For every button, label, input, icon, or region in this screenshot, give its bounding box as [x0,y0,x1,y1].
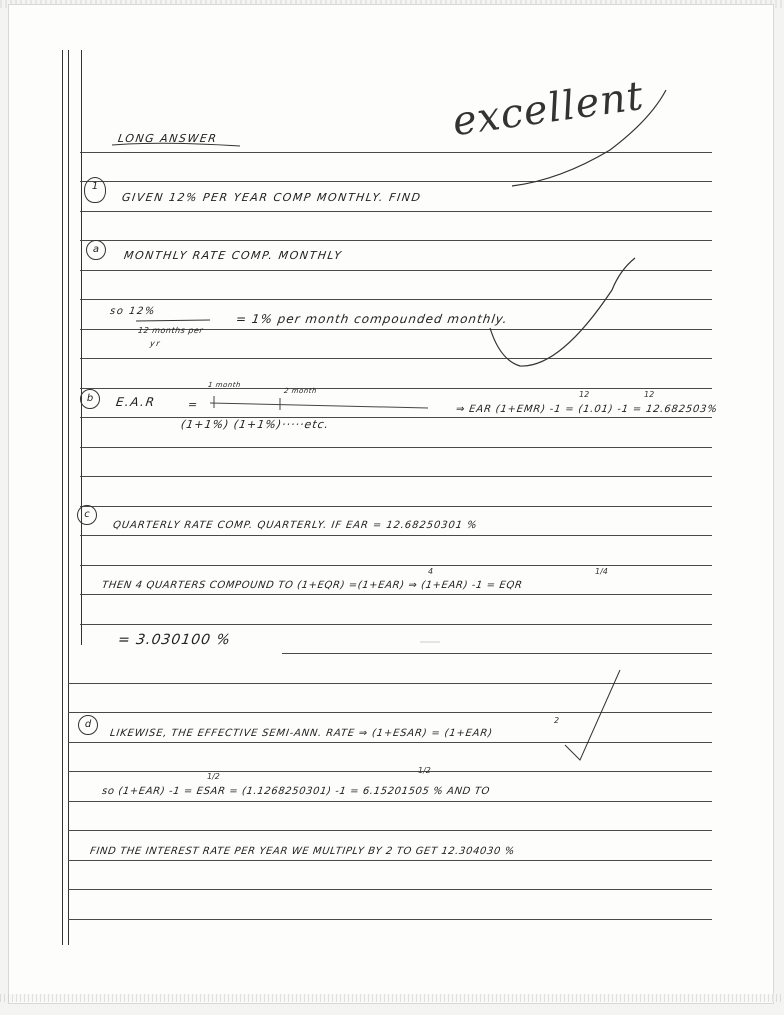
part-a-result: = 1% per month compounded monthly. [235,312,509,326]
timeline-arrow [210,403,428,408]
part-d-exp-half2: 1/2 [418,766,431,775]
fraction-bar [136,320,210,321]
part-a-yr: yr [149,339,162,348]
heading-underline [112,143,240,146]
part-b-exp1: 12 [579,390,590,399]
part-c-exp4: 4 [428,567,434,576]
part-c-exp-quarter: 1/4 [595,567,608,576]
check-mark-a [490,258,635,366]
part-a-denominator: 12 months per [137,326,204,335]
part-a-marker: a [86,240,106,260]
part-b-month1: 1 month [207,381,242,389]
part-b-equals: = [187,398,200,411]
part-c-marker: c [77,505,97,525]
grade-excellent: excellent [449,72,647,146]
part-b-formula: ⇒ EAR (1+EMR) -1 = (1.01) -1 = 12.682503% [455,404,719,415]
grade-check-stroke [512,90,666,186]
part-b-marker: b [80,389,100,409]
part-d-marker: d [78,715,98,735]
part-d-exp2: 2 [554,716,560,725]
part-b-exp2: 12 [644,390,655,399]
part-b-month2: 2 month [283,387,318,395]
part-b-ear: E.A.R [115,395,157,409]
part-d-line2: so (1+EAR) -1 = ESAR = (1.1268250301) -1 = 6.15201505 % AND TO [101,786,491,797]
part-c-line2: THEN 4 QUARTERS COMPOUND TO (1+EQR) =(1+EAR) ⇒ (1+EAR) -1 = EQR [101,580,524,591]
part-c-result: = 3.030100 % [116,632,232,648]
part-c-line1: QUARTERLY RATE COMP. QUARTERLY. IF EAR = 12.68250301 % [112,520,479,531]
part-d-line1: LIKEWISE, THE EFFECTIVE SEMI-ANN. RATE ⇒ (1+ESAR) = (1+EAR) [109,728,494,739]
question-number-1: 1 [84,177,106,203]
part-a-so: so 12% [109,306,157,317]
heading-long-answer: LONG ANSWER [117,132,219,145]
given-statement: GIVEN 12% PER YEAR COMP MONTHLY. FIND [121,191,423,204]
part-a-line1: MONTHLY RATE COMP. MONTHLY [123,249,344,262]
check-mark-d [565,670,620,760]
part-d-line3: FIND THE INTEREST RATE PER YEAR WE MULTIPLY BY 2 TO GET 12.304030 % [89,846,516,857]
scan-edge-bottom [0,994,784,1002]
part-b-compounding: (1+1%) (1+1%)·····etc. [180,418,331,431]
part-d-exp-half1: 1/2 [207,772,220,781]
